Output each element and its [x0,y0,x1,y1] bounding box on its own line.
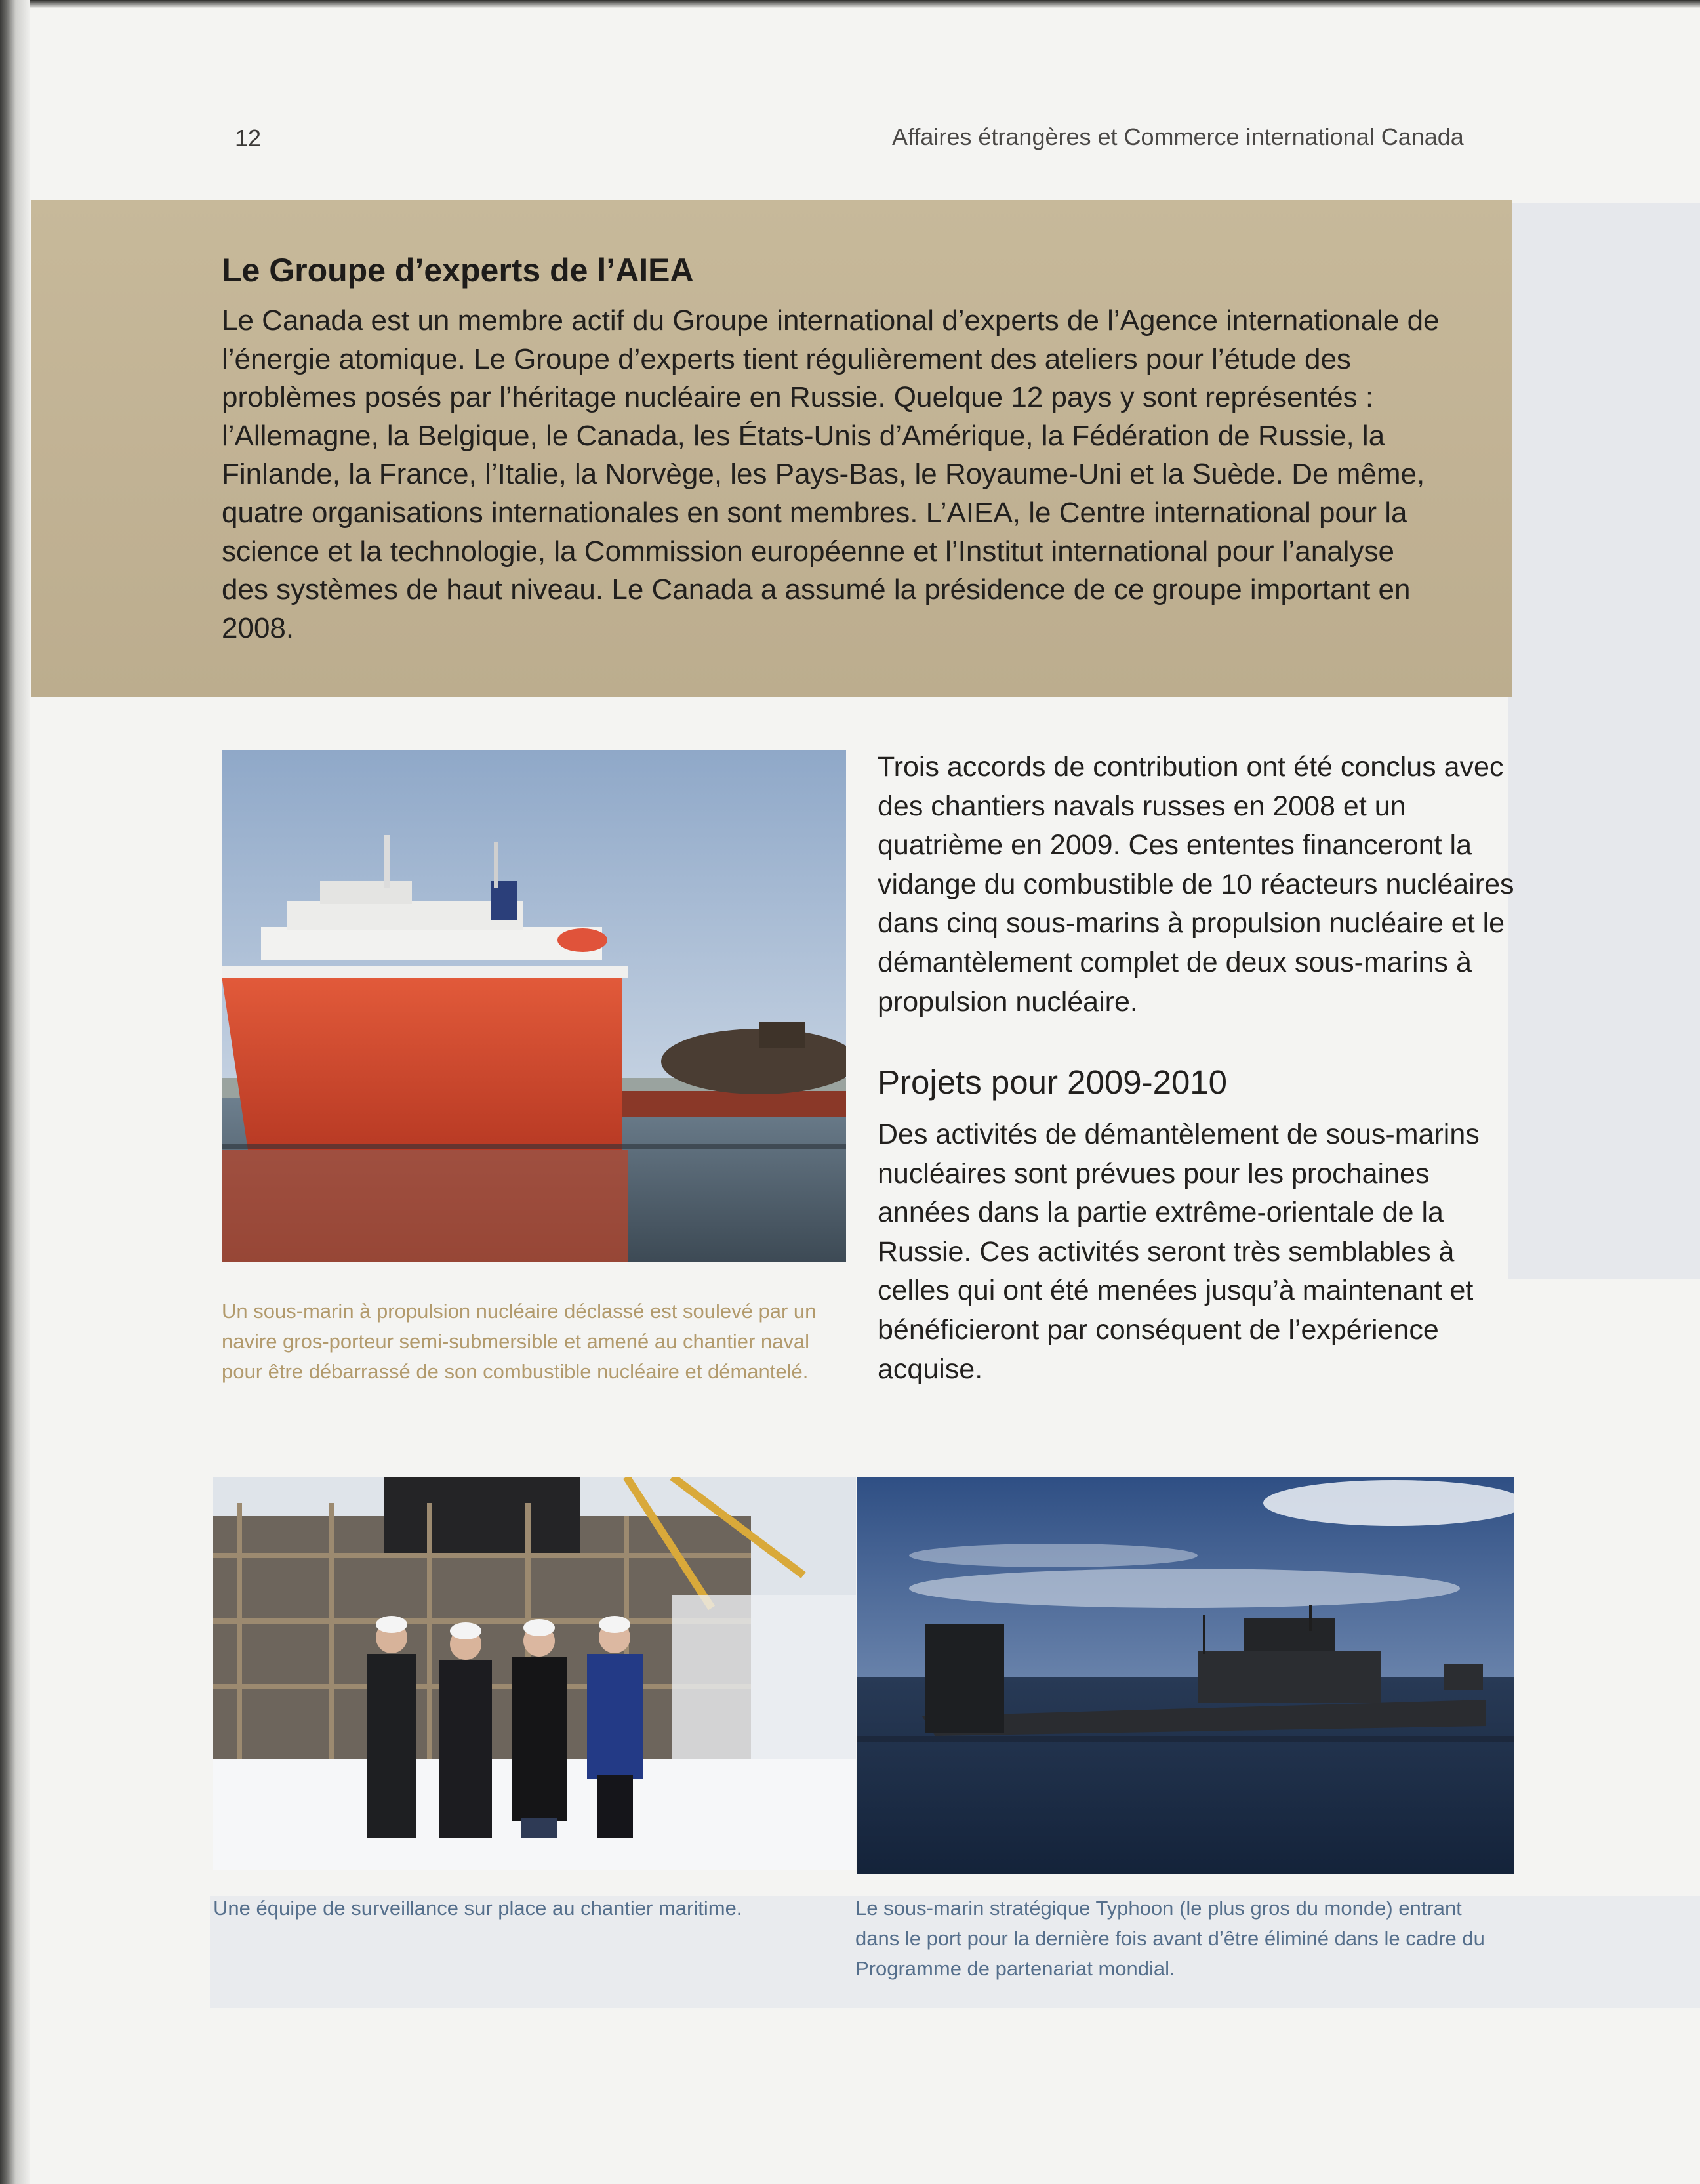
page-binding-edge [0,0,30,2184]
team-photo [213,1477,856,1870]
sidebar-title: Le Groupe d’experts de l’AIEA [222,252,694,289]
sidebar-body: Le Canada est un membre actif du Groupe international d’experts de l’Agence internationale de l’énergie atomique. Le Groupe d’experts tient régulièrement des ateliers pour l’étude des problèmes posés par l’héritage nucléaire en Russie. Quelque 12 pays y sont représentés : l’Allemagne, la Belgique, le Canada, les États-Unis d’Amérique, la Fédération de Russie, la Finlande, la France, l’Italie, la Norvège, les Pays-Bas, le Royaume-Uni et la Suède. De même, quatre organisations internationales en sont membres. L’AIEA, le Centre international pour la science et la technologie, la Commission européenne et l’Institut international pour l’analyse des systèmes de haut niveau. Le Canada a assumé la présidence de ce groupe important en 2008. [222,304,1440,644]
typhoon-photo [857,1477,1514,1874]
ship-photo-caption: Un sous-marin à propulsion nucléaire déclassé est soulevé par un navire gros-porteur semi-submersible et amené au chantier naval pour être débarrassé de son combustible nucléaire et démantelé. [222,1300,817,1383]
team-photo-caption: Une équipe de surveillance sur place au chantier maritime. [213,1897,742,1920]
facing-page-bleed [1508,203,1700,1279]
page-number: 12 [235,125,262,152]
paragraph-contribution-agreements: Trois accords de contribution ont été conclus avec des chantiers navals russes en 2008 et un quatrième en 2009. Ces ententes financeront la vidange du combustible de 10 réacteurs nucléaires dans cinq sous-marins à propulsion nucléaire et le démantèlement complet de deux sous-marins à propulsion nucléaire. [878,751,1514,1018]
typhoon-photo-caption: Le sous-marin stratégique Typhoon (le plus gros du monde) entrant dans le port pour la dernière fois avant d’être éliminé dans le cadre du Programme de partenariat mondial. [855,1897,1485,1980]
ship-photo [222,750,846,1262]
running-header: Affaires étrangères et Commerce international Canada [892,123,1464,150]
page-top-edge [0,0,1700,8]
section-heading-projects: Projets pour 2009-2010 [878,1063,1228,1101]
paragraph-projects: Des activités de démantèlement de sous-marins nucléaires sont prévues pour les prochaines années dans la partie extrême-orientale de la Russie. Ces activités seront très semblables à celles qui ont été menées jusqu’à maintenant et bénéficieront par conséquent de l’expérience acquise. [878,1119,1480,1385]
